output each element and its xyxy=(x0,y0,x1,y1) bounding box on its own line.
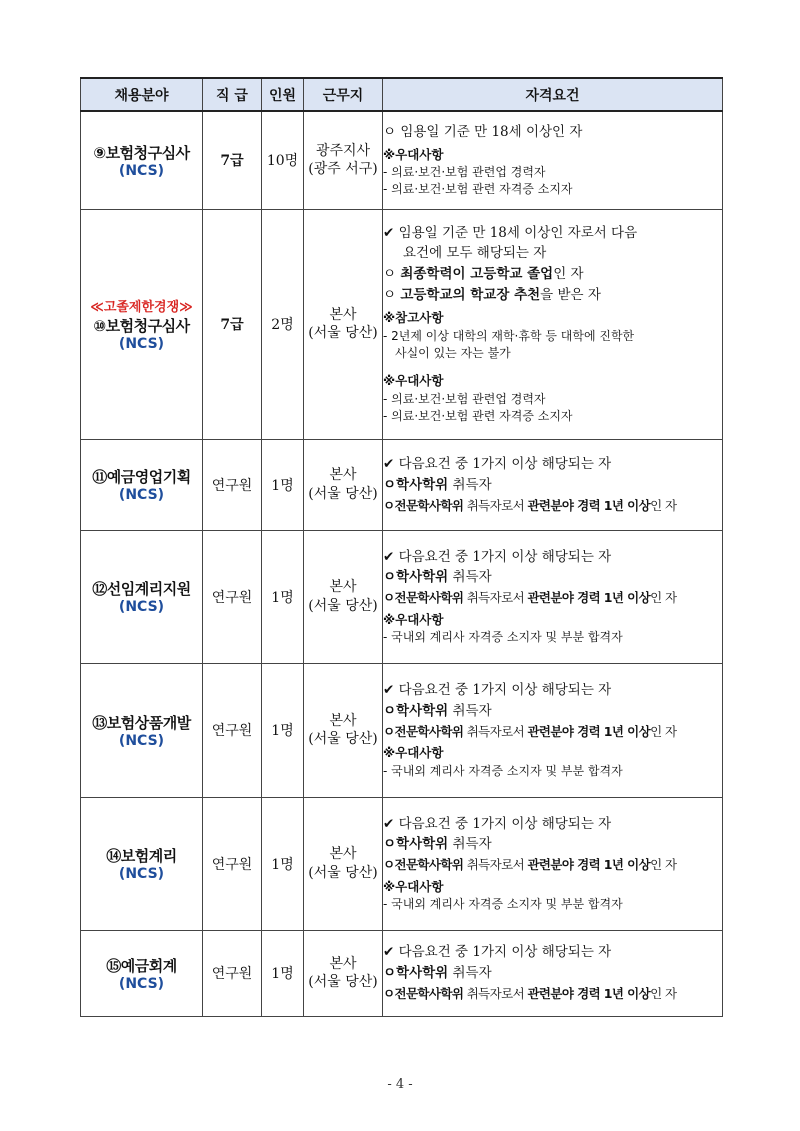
requirement-text: 인 자 xyxy=(650,986,677,1002)
requirement-emphasis: ㅇ전문학사학위 xyxy=(383,497,464,513)
header-count: 인원 xyxy=(262,78,304,111)
header-requirements: 자격요건 xyxy=(383,78,723,111)
requirement-emphasis: 관련분야 경력 1년 이상 xyxy=(527,590,651,606)
field-name: ⑮예금회계 xyxy=(106,956,177,975)
requirement-line xyxy=(383,722,722,741)
ncs-label: (NCS) xyxy=(118,866,165,882)
grade-cell: 연구원 xyxy=(203,930,262,1016)
requirement-emphasis: 관련분야 경력 1년 이상 xyxy=(527,723,651,739)
requirement-text: 취득자로서 xyxy=(463,497,528,513)
requirements-cell xyxy=(383,439,723,530)
field-name: ⑩보험청구심사 xyxy=(93,317,190,335)
requirement-emphasis: ㅇ학사학위 xyxy=(383,569,449,586)
grade-cell: 연구원 xyxy=(203,663,262,797)
requirement-text: 을 받은 자 xyxy=(540,287,601,304)
location-name: 본사 xyxy=(329,306,357,323)
requirement-text: 인 자 xyxy=(650,857,677,873)
count-cell: 1명 xyxy=(262,530,304,663)
requirement-emphasis: ㅇ학사학위 xyxy=(383,702,449,719)
requirement-line: ✔ 임용일 기준 만 18세 이상인 자로서 다음 xyxy=(383,224,638,241)
location-cell xyxy=(304,530,383,663)
header-field: 채용분야 xyxy=(81,78,203,111)
requirement-line xyxy=(383,984,722,1003)
requirement-line: ㅇ 임용일 기준 만 18세 이상인 자 xyxy=(383,123,583,140)
count-cell: 1명 xyxy=(262,663,304,797)
requirement-emphasis: ㅇ전문학사학위 xyxy=(383,723,464,739)
table-row xyxy=(81,530,723,663)
preference-title: ※우대사항 xyxy=(383,611,444,627)
requirement-line: ✔ 다음요건 중 1가지 이상 해당되는 자 xyxy=(383,815,612,832)
requirement-emphasis: 관련분야 경력 1년 이상 xyxy=(527,497,651,513)
field-name: ⑨보험청구심사 xyxy=(93,143,190,162)
count-cell: 1명 xyxy=(262,439,304,530)
page-number: - 4 - xyxy=(387,1077,413,1092)
requirements-cell xyxy=(383,930,723,1016)
reference-item: - 2년제 이상 대학의 재학·휴학 등 대학에 진학한 xyxy=(383,328,635,343)
requirement-text: 인 자 xyxy=(650,723,677,739)
preference-item: - 국내외 계리사 자격증 소지자 및 부분 합격자 xyxy=(383,630,623,645)
preference-item: - 국내외 계리사 자격증 소지자 및 부분 합격자 xyxy=(383,763,623,778)
preference-title: ※우대사항 xyxy=(383,146,444,162)
location-name: 본사 xyxy=(329,846,357,863)
location-cell xyxy=(304,663,383,797)
requirement-line xyxy=(383,834,722,855)
reference-title: ※참고사항 xyxy=(383,310,444,326)
ncs-label: (NCS) xyxy=(118,599,165,615)
preference-title: ※우대사항 xyxy=(383,745,444,761)
location-name: 본사 xyxy=(329,467,357,484)
field-name: ⑬보험상품개발 xyxy=(92,713,191,732)
location-detail: (서울 당산) xyxy=(308,597,378,614)
requirements-cell xyxy=(383,111,723,209)
preference-item: - 의료·보건·보험 관련 자격증 소지자 xyxy=(383,409,573,424)
grade-value: 7급 xyxy=(220,317,244,333)
location-cell xyxy=(304,209,383,439)
requirement-text: 인 자 xyxy=(650,590,677,606)
grade-value: 7급 xyxy=(220,153,244,170)
requirement-text: 취득자 xyxy=(448,476,492,493)
grade-cell: 연구원 xyxy=(203,797,262,930)
field-cell xyxy=(81,209,203,439)
field-cell xyxy=(81,439,203,530)
requirement-text: 인 자 xyxy=(650,497,677,513)
requirement-text: 취득자 xyxy=(448,965,492,982)
requirement-emphasis: ㅇ학사학위 xyxy=(383,965,449,982)
requirement-text: 취득자로서 xyxy=(463,723,528,739)
field-name: ⑪예금영업기획 xyxy=(92,468,191,486)
requirement-text: 취득자로서 xyxy=(463,986,528,1002)
requirement-text: 취득자 xyxy=(448,836,492,853)
field-cell xyxy=(81,797,203,930)
requirements-cell xyxy=(383,209,723,439)
preference-title: ※우대사항 xyxy=(383,878,444,894)
requirement-emphasis: ㅇ학사학위 xyxy=(383,476,449,493)
table-header-row xyxy=(81,78,723,111)
header-location: 근무지 xyxy=(304,78,383,111)
requirement-line-cont: 요건에 모두 해당되는 자 xyxy=(403,245,547,262)
ncs-label: (NCS) xyxy=(118,732,165,749)
requirement-line: ✔ 다음요건 중 1가지 이상 해당되는 자 xyxy=(383,682,612,698)
location-cell xyxy=(304,111,383,209)
requirements-cell xyxy=(383,530,723,663)
requirement-line xyxy=(383,588,722,607)
table-row xyxy=(81,663,723,797)
location-detail: (서울 당산) xyxy=(308,731,378,747)
ncs-label: (NCS) xyxy=(118,336,165,352)
table-row xyxy=(81,439,723,530)
requirement-emphasis: 관련분야 경력 1년 이상 xyxy=(527,986,651,1002)
location-detail: (서울 당산) xyxy=(308,974,378,990)
requirement-emphasis: ㅇ학사학위 xyxy=(383,836,449,853)
requirement-line xyxy=(383,701,722,722)
bullet: ㅇ xyxy=(383,266,401,283)
requirements-cell xyxy=(383,663,723,797)
grade-cell: 연구원 xyxy=(203,439,262,530)
location-name: 광주지사 xyxy=(315,143,371,160)
preference-item: - 의료·보건·보험 관련 자격증 소지자 xyxy=(383,182,573,197)
location-detail: (서울 당산) xyxy=(308,485,378,502)
requirement-text: 취득자 xyxy=(448,702,492,719)
restriction-tag: ≪고졸제한경쟁≫ xyxy=(90,300,193,315)
requirement-line xyxy=(383,963,722,984)
requirement-emphasis: 최종학력이 고등학교 졸업 xyxy=(400,266,554,283)
requirement-emphasis: ㅇ전문학사학위 xyxy=(383,986,464,1002)
preference-item: - 국내외 계리사 자격증 소지자 및 부분 합격자 xyxy=(383,897,623,912)
requirement-line xyxy=(383,475,722,496)
preference-item: - 의료·보건·보험 관련업 경력자 xyxy=(383,391,546,406)
table-row xyxy=(81,111,723,209)
ncs-label: (NCS) xyxy=(118,487,165,503)
requirement-line: ✔ 다음요건 중 1가지 이상 해당되는 자 xyxy=(383,944,612,961)
requirement-text: 취득자로서 xyxy=(463,590,528,606)
location-cell xyxy=(304,797,383,930)
requirement-line: ✔ 다음요건 중 1가지 이상 해당되는 자 xyxy=(383,455,612,472)
requirement-line xyxy=(383,285,722,306)
preference-item: - 의료·보건·보험 관련업 경력자 xyxy=(383,165,546,179)
requirement-emphasis: ㅇ전문학사학위 xyxy=(383,590,464,606)
grade-cell xyxy=(203,209,262,439)
location-cell xyxy=(304,439,383,530)
field-cell xyxy=(81,663,203,797)
requirement-text: 취득자로서 xyxy=(463,857,528,873)
recruitment-table xyxy=(80,77,723,1017)
requirement-emphasis: ㅇ전문학사학위 xyxy=(383,857,464,873)
requirement-text: 인 자 xyxy=(553,266,584,283)
table-row xyxy=(81,930,723,1016)
location-detail: (광주 서구) xyxy=(308,161,378,178)
location-name: 본사 xyxy=(329,712,357,729)
requirement-line xyxy=(383,855,722,874)
field-cell xyxy=(81,530,203,663)
location-name: 본사 xyxy=(329,579,357,596)
field-cell xyxy=(81,930,203,1016)
requirement-line xyxy=(383,264,722,285)
ncs-label: (NCS) xyxy=(118,162,165,179)
requirement-emphasis: 관련분야 경력 1년 이상 xyxy=(527,857,651,873)
bullet: ㅇ xyxy=(383,287,401,304)
requirement-line xyxy=(383,567,722,588)
grade-cell xyxy=(203,111,262,209)
location-cell xyxy=(304,930,383,1016)
header-grade: 직 급 xyxy=(203,78,262,111)
location-detail: (서울 당산) xyxy=(308,325,378,341)
field-name: ⑭보험계리 xyxy=(106,847,177,865)
preference-title: ※우대사항 xyxy=(383,373,444,389)
ncs-label: (NCS) xyxy=(118,975,165,992)
table-row xyxy=(81,209,723,439)
table-row xyxy=(81,797,723,930)
grade-cell: 연구원 xyxy=(203,530,262,663)
requirement-line xyxy=(383,496,722,515)
count-cell: 1명 xyxy=(262,797,304,930)
requirement-text: 취득자 xyxy=(448,569,492,586)
location-name: 본사 xyxy=(329,955,357,972)
reference-item-cont: 사실이 있는 자는 불가 xyxy=(395,345,511,360)
count-cell: 1명 xyxy=(262,930,304,1016)
count-cell: 10명 xyxy=(262,111,304,209)
requirement-emphasis: 고등학교의 학교장 추천 xyxy=(400,287,541,304)
requirements-cell xyxy=(383,797,723,930)
location-detail: (서울 당산) xyxy=(308,864,378,881)
count-cell: 2명 xyxy=(262,209,304,439)
field-name: ⑫선임계리지원 xyxy=(92,580,191,598)
field-cell xyxy=(81,111,203,209)
requirement-line: ✔ 다음요건 중 1가지 이상 해당되는 자 xyxy=(383,548,612,565)
